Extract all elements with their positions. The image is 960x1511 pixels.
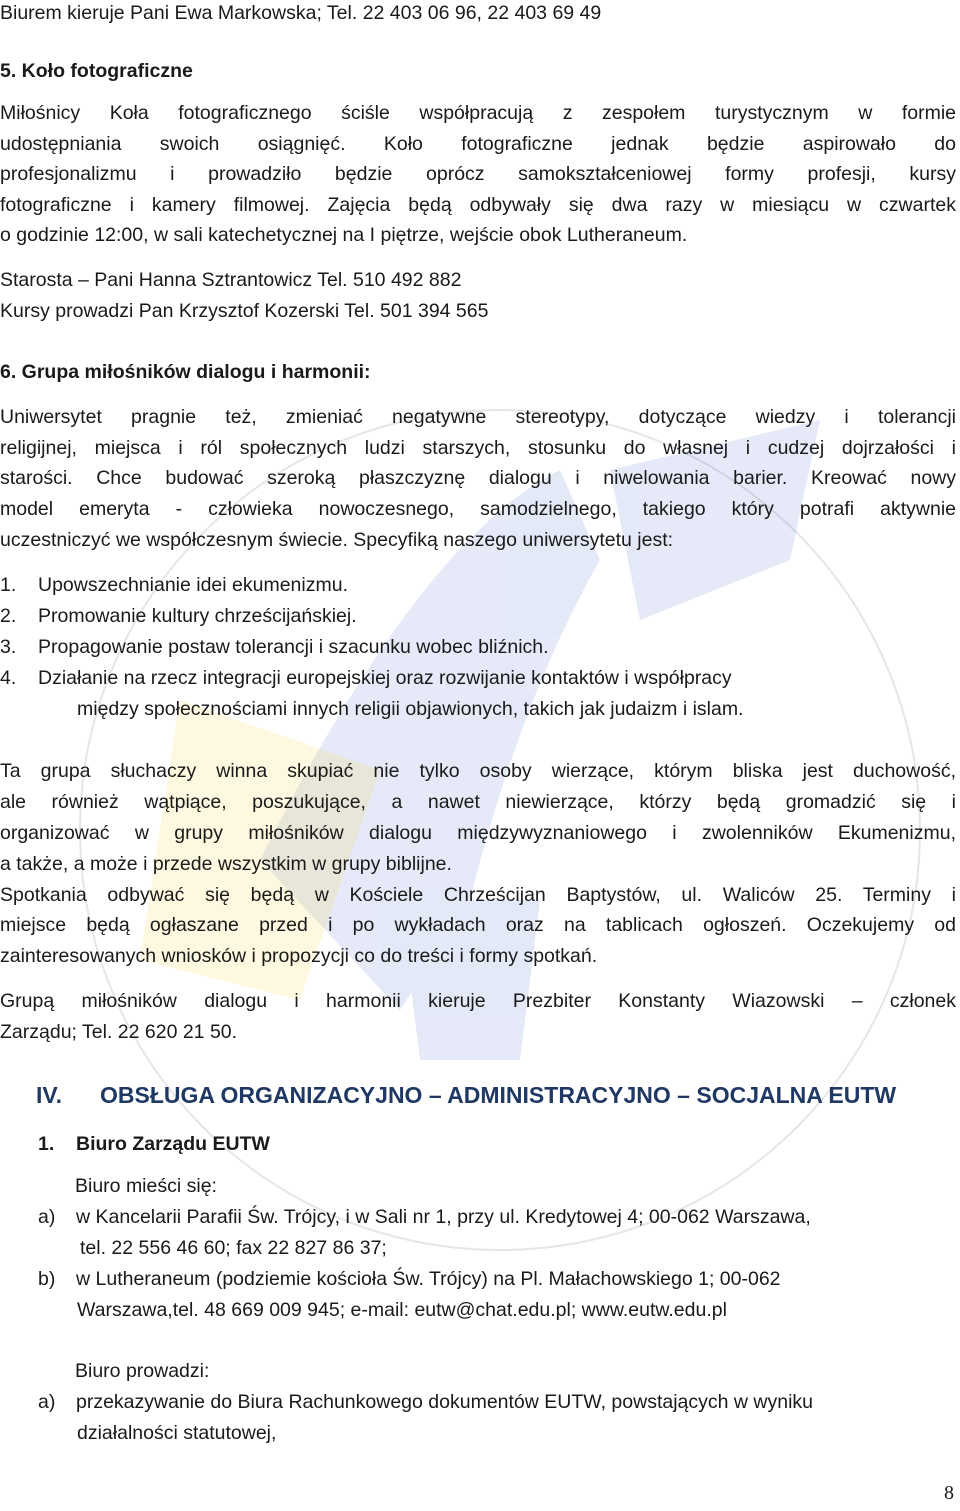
page-number: 8 xyxy=(944,1482,954,1504)
list-text: Promowanie kultury chrześcijańskiej. xyxy=(38,605,357,627)
section-6-para2-line: ale również wątpiące, poszukujące, a nawet niewierzące, którzy będą gromadzić się i xyxy=(0,791,956,813)
item-label: a) xyxy=(38,1391,56,1413)
section-6-para-line: Uniwersytet pragnie też, zmieniać negatywne stereotypy, dotyczące wiedzy i tolerancji xyxy=(0,406,956,428)
section-5-para-line: Miłośnicy Koła fotograficznego ściśle współpracują z zespołem turystycznym w formie xyxy=(0,102,956,124)
office-item-b xyxy=(38,1266,956,1292)
section-5-para-line: fotograficzne i kamery filmowej. Zajęcia będą odbywały się dwa razy w miesiącu w czwartek xyxy=(0,194,956,216)
list-item xyxy=(0,634,956,660)
section-6-heading: 6. Grupa miłośników dialogu i harmonii: xyxy=(0,361,371,383)
section-5-para-line: o godzinie 12:00, w sali katechetycznej na I piętrze, wejście obok Lutheraneum. xyxy=(0,224,688,246)
item-text: w Lutheraneum (podziemie kościoła Św. Trójcy) na Pl. Małachowskiego 1; 00-062 xyxy=(76,1268,781,1290)
section-6-para-line: model emeryta - człowieka nowoczesnego, samodzielnego, takiego który potrafi aktywnie xyxy=(0,498,956,520)
item-label: b) xyxy=(38,1268,56,1290)
subsection-title: Biuro Zarządu EUTW xyxy=(76,1133,270,1155)
list-item xyxy=(0,665,956,691)
chapter-number: IV. xyxy=(36,1082,63,1108)
list-text: Propagowanie postaw tolerancji i szacunku wobec bliźnich. xyxy=(38,636,549,658)
list-item xyxy=(0,603,956,629)
section-6-para2-line: miejsce będą ogłaszane przed i po wykładach oraz na tablicach ogłoszeń. Oczekujemy od xyxy=(0,914,956,936)
chapter-title: OBSŁUGA ORGANIZACYJNO – ADMINISTRACYJNO – SOCJALNA EUTW xyxy=(100,1082,897,1108)
office-duty-a xyxy=(38,1389,956,1415)
list-item-continuation: między społecznościami innych religii objawionych, takich jak judaizm i islam. xyxy=(77,698,744,720)
list-text: Upowszechnianie idei ekumenizmu. xyxy=(38,574,348,596)
kursy-line: Kursy prowadzi Pan Krzysztof Kozerski Tel. 501 394 565 xyxy=(0,300,489,322)
list-text: Działanie na rzecz integracji europejskiej oraz rozwijanie kontaktów i współpracy xyxy=(38,667,732,689)
list-number: 2. xyxy=(0,605,17,627)
chapter-iv-heading xyxy=(36,1082,960,1108)
starosta-line: Starosta – Pani Hanna Sztrantowicz Tel. 510 492 882 xyxy=(0,269,462,291)
subsection-number: 1. xyxy=(38,1133,55,1155)
section-5-para-line: profesjonalizmu i prowadziło będzie oprócz samokształceniowej formy profesji, kursy xyxy=(0,163,956,185)
section-6-para3-line: Zarządu; Tel. 22 620 21 50. xyxy=(0,1021,238,1043)
section-5-para-line: udostępniania swoich osiągnięć. Koło fotograficzne jednak będzie aspirowało do xyxy=(0,133,956,155)
section-6-para2-line: Ta grupa słuchaczy winna skupiać nie tylko osoby wierzące, którym bliska jest duchowość, xyxy=(0,760,956,782)
section-6-para2-line: a także, a może i przede wszystkim w grupy biblijne. xyxy=(0,853,452,875)
office-item-b-continuation: Warszawa,tel. 48 669 009 945; e-mail: eutw@chat.edu.pl; www.eutw.edu.pl xyxy=(77,1299,727,1321)
section-6-para-line: religijnej, miejsca i ról społecznych ludzi starszych, stosunku do własnej i cudzej dojrzałości i xyxy=(0,437,956,459)
section-5-heading: 5. Koło fotograficzne xyxy=(0,60,193,82)
list-item xyxy=(0,572,956,598)
list-number: 1. xyxy=(0,574,17,596)
office-duties-label: Biuro prowadzi: xyxy=(75,1360,210,1382)
office-location-label: Biuro mieści się: xyxy=(75,1175,217,1197)
section-6-para2-line: organizować w grupy miłośników dialogu międzywyznaniowego i zwolenników Ekumenizmu, xyxy=(0,822,956,844)
section-6-para2-line: zainteresowanych wniosków i propozycji co do treści i formy spotkań. xyxy=(0,945,598,967)
list-number: 4. xyxy=(0,667,17,689)
section-6-para-line: uczestniczyć we współczesnym świecie. Specyfiką naszego uniwersytetu jest: xyxy=(0,529,674,551)
section-6-para-line: starości. Chce budować szeroką płaszczyznę dialogu i niwelowania barier. Kreować nowy xyxy=(0,467,956,489)
office-duty-a-continuation: działalności statutowej, xyxy=(77,1422,277,1444)
item-text: w Kancelarii Parafii Św. Trójcy, i w Sali nr 1, przy ul. Kredytowej 4; 00-062 Warszawa, xyxy=(76,1206,811,1228)
office-item-a-continuation: tel. 22 556 46 60; fax 22 827 86 37; xyxy=(80,1237,387,1259)
item-label: a) xyxy=(38,1206,56,1228)
director-contact-line: Biurem kieruje Pani Ewa Markowska; Tel. 22 403 06 96, 22 403 69 49 xyxy=(0,2,602,24)
item-text: przekazywanie do Biura Rachunkowego dokumentów EUTW, powstających w wyniku xyxy=(76,1391,814,1413)
list-number: 3. xyxy=(0,636,17,658)
office-item-a xyxy=(38,1204,956,1230)
section-6-para2-line: Spotkania odbywać się będą w Kościele Chrześcijan Baptystów, ul. Waliców 25. Terminy i xyxy=(0,884,956,906)
section-6-para3-line: Grupą miłośników dialogu i harmonii kieruje Prezbiter Konstanty Wiazowski – członek xyxy=(0,990,956,1012)
subsection-heading xyxy=(38,1131,960,1157)
